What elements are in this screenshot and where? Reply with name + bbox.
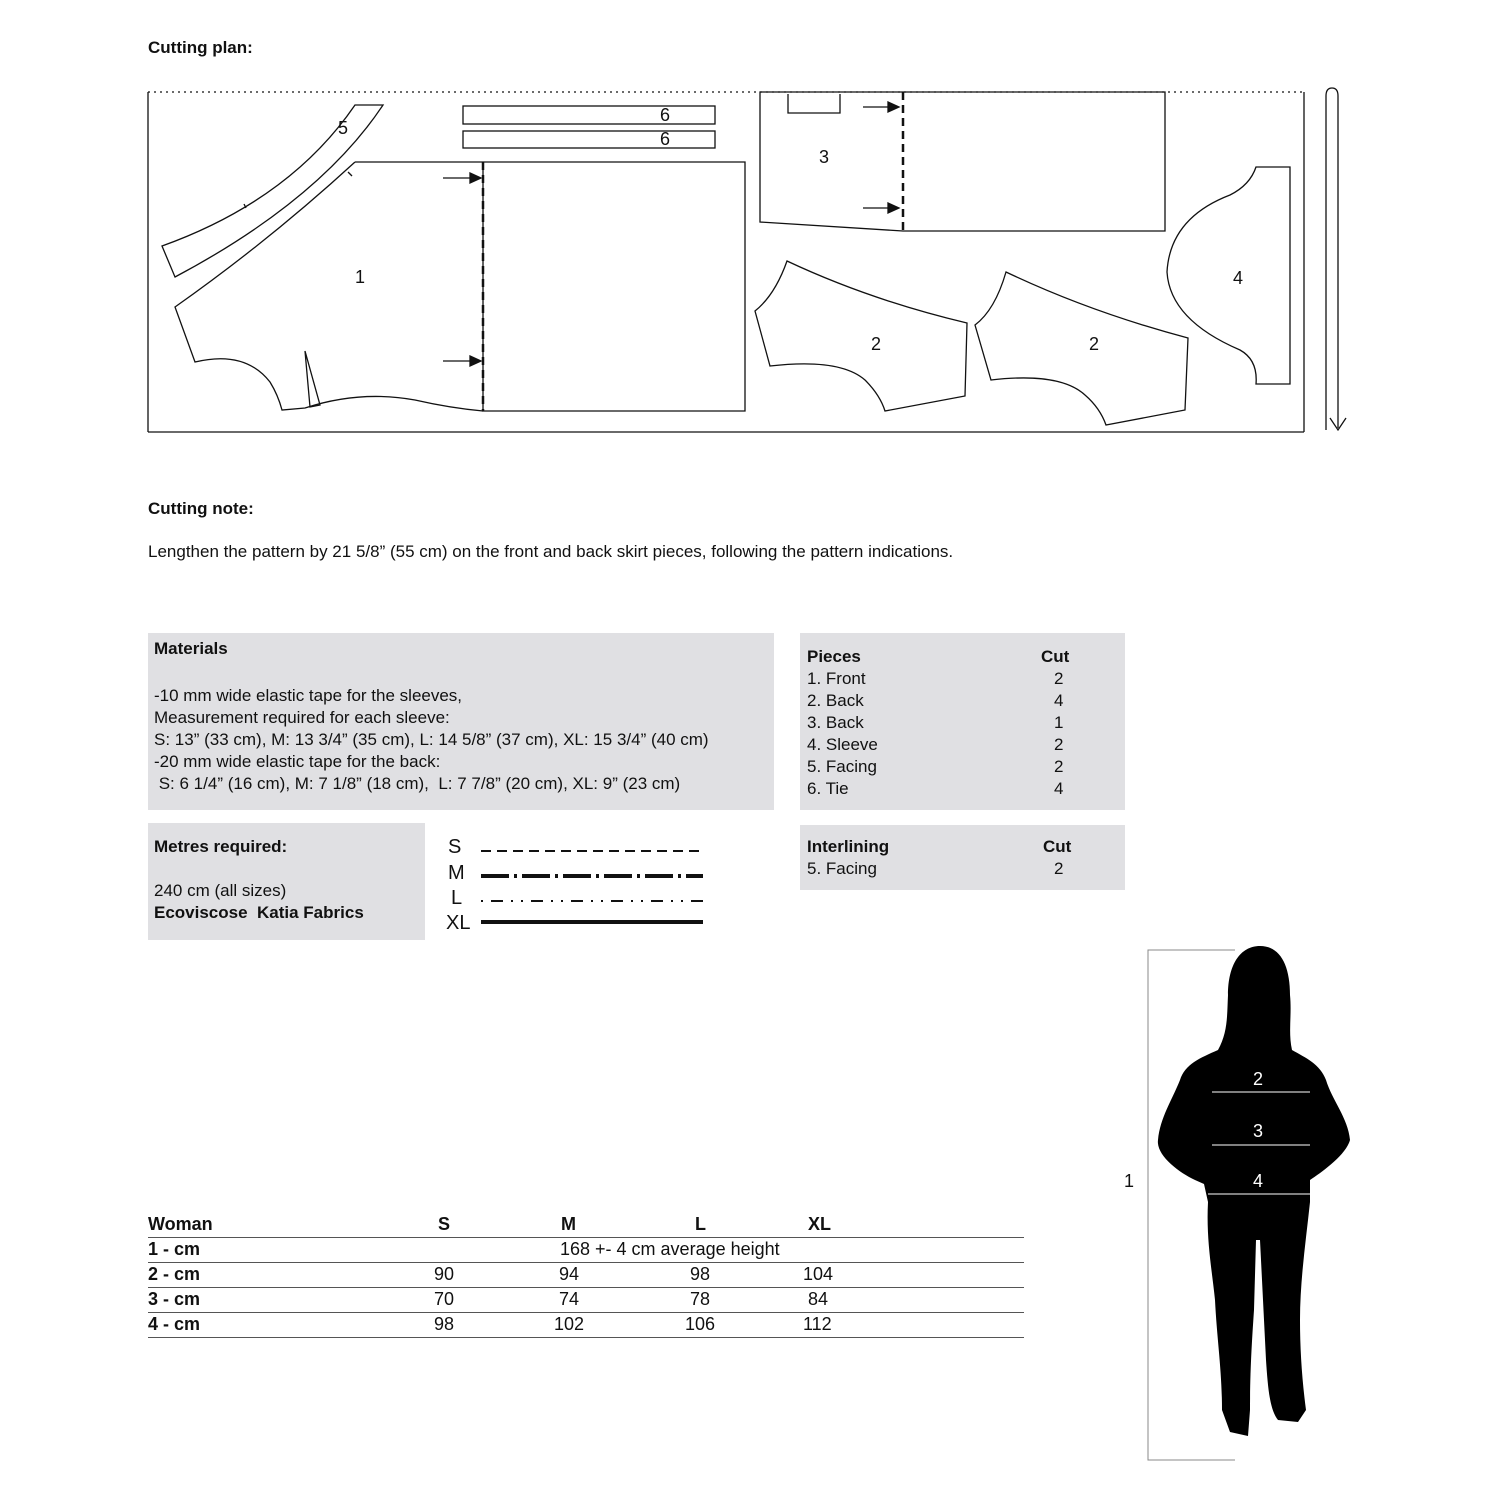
pieces-header: Pieces — [807, 647, 861, 666]
col-header-woman: Woman — [148, 1214, 213, 1234]
materials-box — [148, 633, 774, 810]
table-rule — [148, 1337, 1024, 1338]
size-legend-xl-label: XL — [446, 912, 471, 934]
cutting-plan-diagram — [0, 0, 1500, 470]
cell-m: 102 — [554, 1314, 585, 1334]
metres-box — [148, 823, 425, 940]
interlining-cut-header: Cut — [1043, 837, 1072, 856]
cell-l: 98 — [690, 1264, 711, 1284]
piece-cut: 4 — [1054, 779, 1064, 798]
figure-label-4: 4 — [1252, 1171, 1264, 1191]
piece-label-3: 3 — [818, 147, 830, 167]
piece-label-2b: 2 — [1088, 334, 1100, 354]
pieces-box — [800, 633, 1125, 810]
row-label: 2 - cm — [148, 1264, 201, 1284]
cell-l: 78 — [690, 1289, 711, 1309]
piece-label-4: 4 — [1232, 268, 1244, 288]
cutting-plan-title: Cutting plan: — [148, 38, 253, 57]
materials-line-3: S: 13” (33 cm), M: 13 3/4” (35 cm), L: 14 5/8” (37 cm), XL: 15 3/4” (40 cm) — [154, 730, 709, 749]
cell-xl: 104 — [803, 1264, 834, 1284]
piece-cut: 1 — [1054, 713, 1064, 732]
table-row — [148, 1312, 1024, 1337]
size-legend-s-label: S — [448, 836, 462, 858]
table-header-row — [148, 1212, 1024, 1237]
col-header-s: S — [438, 1214, 451, 1234]
piece-name: 1. Front — [807, 669, 866, 688]
materials-line-5: S: 6 1/4” (16 cm), M: 7 1/8” (18 cm), L: 7 7/8” (20 cm), XL: 9” (23 cm) — [154, 774, 681, 793]
size-legend-m-label: M — [448, 862, 465, 884]
materials-line-1: -10 mm wide elastic tape for the sleeves, — [154, 686, 463, 705]
materials-line-4: -20 mm wide elastic tape for the back: — [154, 752, 441, 771]
interlining-box — [800, 825, 1125, 890]
cutting-note-title: Cutting note: — [148, 499, 254, 518]
col-header-m: M — [561, 1214, 576, 1234]
piece-label-6a: 6 — [659, 105, 671, 125]
size-legend-l-label: L — [451, 887, 463, 909]
body-silhouette-figure — [1100, 940, 1380, 1470]
cell-xl: 112 — [803, 1314, 832, 1334]
cell-l: 106 — [685, 1314, 716, 1334]
cell-s: 98 — [434, 1314, 455, 1334]
piece-cut: 2 — [1054, 757, 1064, 776]
height-value: 168 +- 4 cm average height — [560, 1239, 780, 1259]
piece-cut: 2 — [1054, 735, 1064, 754]
table-row — [148, 1237, 1024, 1262]
figure-label-1: 1 — [1123, 1171, 1135, 1191]
cell-m: 74 — [559, 1289, 580, 1309]
metres-amount: 240 cm (all sizes) — [154, 881, 287, 900]
piece-label-2a: 2 — [870, 334, 882, 354]
col-header-xl: XL — [808, 1214, 832, 1234]
cell-m: 94 — [559, 1264, 580, 1284]
figure-label-3: 3 — [1252, 1121, 1264, 1141]
piece-name: 2. Back — [807, 691, 864, 710]
metres-title: Metres required: — [154, 837, 288, 856]
size-legend-lines — [478, 840, 708, 930]
piece-name: 6. Tie — [807, 779, 849, 798]
cell-s: 70 — [434, 1289, 455, 1309]
piece-cut: 4 — [1054, 691, 1064, 710]
row-label: 3 - cm — [148, 1289, 201, 1309]
table-row — [148, 1287, 1024, 1312]
pieces-cut-header: Cut — [1041, 647, 1070, 666]
interlining-header: Interlining — [807, 837, 890, 856]
materials-title: Materials — [154, 639, 228, 658]
interlining-name: 5. Facing — [807, 859, 877, 878]
cell-xl: 84 — [808, 1289, 829, 1309]
metres-fabric: Ecoviscose Katia Fabrics — [154, 903, 364, 922]
materials-line-2: Measurement required for each sleeve: — [154, 708, 450, 727]
table-row — [148, 1262, 1024, 1287]
row-label: 1 - cm — [148, 1239, 201, 1259]
piece-name: 4. Sleeve — [807, 735, 878, 754]
cutting-note-text: Lengthen the pattern by 21 5/8” (55 cm) on the front and back skirt pieces, following the pattern indications. — [148, 542, 954, 561]
piece-name: 3. Back — [807, 713, 864, 732]
cell-s: 90 — [434, 1264, 455, 1284]
piece-cut: 2 — [1054, 669, 1064, 688]
piece-name: 5. Facing — [807, 757, 877, 776]
figure-label-2: 2 — [1252, 1069, 1264, 1089]
piece-label-6b: 6 — [659, 129, 671, 149]
interlining-cut: 2 — [1054, 859, 1064, 878]
row-label: 4 - cm — [148, 1314, 201, 1334]
piece-label-5: 5 — [337, 118, 349, 138]
col-header-l: L — [695, 1214, 706, 1234]
piece-label-1: 1 — [354, 267, 366, 287]
